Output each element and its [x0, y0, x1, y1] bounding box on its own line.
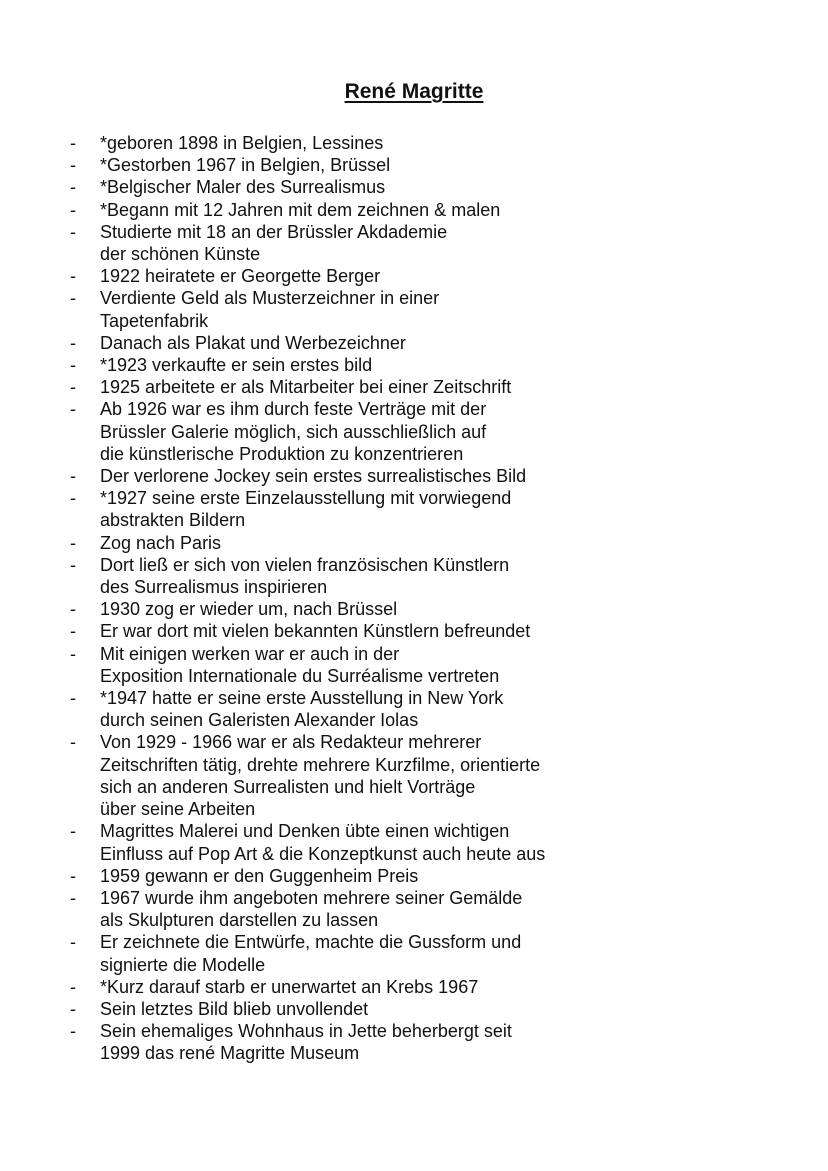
bullet-dash: - — [70, 821, 76, 842]
list-item-line: Zeitschriften tätig, drehte mehrere Kurzfilme, orientierte — [100, 754, 541, 775]
bullet-dash: - — [70, 643, 76, 664]
list-item-text — [100, 332, 806, 354]
list-item-text — [100, 931, 806, 975]
list-item — [66, 154, 806, 176]
list-item — [66, 176, 806, 198]
list-item-text — [100, 865, 806, 887]
list-item-text — [100, 287, 806, 331]
bullet-dash: - — [70, 887, 76, 908]
list-item — [66, 354, 806, 376]
list-item-text — [100, 887, 806, 931]
bullet-dash: - — [70, 199, 76, 220]
list-item — [66, 132, 806, 154]
list-item-line: Tapetenfabrik — [100, 310, 209, 331]
page-title: René Magritte — [344, 80, 484, 103]
list-item-line: Er war dort mit vielen bekannten Künstlern befreundet — [100, 621, 531, 642]
list-item-line: Magrittes Malerei und Denken übte einen wichtigen — [100, 821, 510, 842]
bullet-dash: - — [70, 377, 76, 398]
list-item-line: Verdiente Geld als Musterzeichner in einer — [100, 288, 440, 309]
bullet-dash: - — [70, 554, 76, 575]
list-item-line: 1930 zog er wieder um, nach Brüssel — [100, 599, 398, 620]
list-item-text — [100, 487, 806, 531]
list-item — [66, 465, 806, 487]
list-item — [66, 376, 806, 398]
list-item — [66, 976, 806, 998]
list-item — [66, 287, 806, 331]
bullet-dash: - — [70, 399, 76, 420]
bullet-dash: - — [70, 998, 76, 1019]
bullet-dash: - — [70, 599, 76, 620]
list-item — [66, 199, 806, 221]
list-item-text — [100, 176, 806, 198]
list-item-line: 1959 gewann er den Guggenheim Preis — [100, 865, 419, 886]
list-item-text — [100, 354, 806, 376]
bullet-dash: - — [70, 488, 76, 509]
bullet-dash: - — [70, 1021, 76, 1042]
list-item-line: Exposition Internationale du Surréalisme vertreten — [100, 665, 500, 686]
list-item — [66, 687, 806, 731]
list-item-text — [100, 731, 806, 820]
bullet-dash: - — [70, 976, 76, 997]
bullet-dash: - — [70, 466, 76, 487]
list-item — [66, 221, 806, 265]
bullet-list — [66, 132, 806, 1065]
list-item-text — [100, 132, 806, 154]
list-item — [66, 1020, 806, 1064]
list-item-text — [100, 643, 806, 687]
bullet-dash: - — [70, 355, 76, 376]
list-item-line: Studierte mit 18 an der Brüssler Akdademie — [100, 221, 448, 242]
list-item-line: *1947 hatte er seine erste Ausstellung in New York — [100, 688, 504, 709]
list-item-line: Sein letztes Bild blieb unvollendet — [100, 998, 369, 1019]
list-item-text — [100, 376, 806, 398]
list-item-line: sich an anderen Surrealisten und hielt Vorträge — [100, 776, 476, 797]
bullet-dash: - — [70, 621, 76, 642]
list-item-line: *Belgischer Maler des Surrealismus — [100, 177, 386, 198]
list-item — [66, 598, 806, 620]
bullet-dash: - — [70, 177, 76, 198]
bullet-dash: - — [70, 288, 76, 309]
bullet-dash: - — [70, 133, 76, 153]
list-item — [66, 620, 806, 642]
list-item-line: signierte die Modelle — [100, 954, 266, 975]
bullet-dash: - — [70, 932, 76, 953]
list-item-line: Einfluss auf Pop Art & die Konzeptkunst auch heute aus — [100, 843, 546, 864]
list-item-line: über seine Arbeiten — [100, 799, 256, 820]
list-item-text — [100, 820, 806, 864]
bullet-dash: - — [70, 221, 76, 242]
list-item — [66, 487, 806, 531]
list-item-line: als Skulpturen darstellen zu lassen — [100, 910, 379, 931]
list-item-text — [100, 398, 806, 465]
list-item — [66, 398, 806, 465]
list-item-line: Dort ließ er sich von vielen französischen Künstlern — [100, 554, 510, 575]
list-item-line: *Begann mit 12 Jahren mit dem zeichnen & malen — [100, 199, 501, 220]
list-item-line: *1923 verkaufte er sein erstes bild — [100, 355, 373, 376]
list-item-line: des Surrealismus inspirieren — [100, 577, 328, 598]
list-item — [66, 887, 806, 931]
bullet-dash: - — [70, 732, 76, 753]
list-item-line: 1925 arbeitete er als Mitarbeiter bei einer Zeitschrift — [100, 377, 512, 398]
list-item-text — [100, 532, 806, 554]
bullet-dash: - — [70, 688, 76, 709]
list-item — [66, 265, 806, 287]
list-item-line: Mit einigen werken war er auch in der — [100, 643, 400, 664]
bullet-dash: - — [70, 532, 76, 553]
list-item — [66, 731, 806, 820]
list-item-line: 1999 das rené Magritte Museum — [100, 1043, 360, 1064]
list-item-text — [100, 221, 806, 265]
list-item-line: Der verlorene Jockey sein erstes surrealistisches Bild — [100, 466, 527, 487]
bullet-dash: - — [70, 266, 76, 287]
list-item-text — [100, 976, 806, 998]
list-item-line: abstrakten Bildern — [100, 510, 246, 531]
list-item-line: durch seinen Galeristen Alexander Iolas — [100, 710, 419, 731]
list-item-text — [100, 265, 806, 287]
list-item-text — [100, 687, 806, 731]
list-item — [66, 643, 806, 687]
list-item-text — [100, 199, 806, 221]
list-item-line: Sein ehemaliges Wohnhaus in Jette beherbergt seit — [100, 1021, 512, 1042]
list-item — [66, 332, 806, 354]
list-item-text — [100, 154, 806, 176]
bullet-dash: - — [70, 155, 76, 176]
list-item-line: 1967 wurde ihm angeboten mehrere seiner Gemälde — [100, 887, 523, 908]
list-item — [66, 532, 806, 554]
list-item-text — [100, 1020, 806, 1064]
list-item-line: *Gestorben 1967 in Belgien, Brüssel — [100, 155, 391, 176]
list-item — [66, 998, 806, 1020]
list-item-line: Von 1929 - 1966 war er als Redakteur mehrerer — [100, 732, 482, 753]
list-item — [66, 931, 806, 975]
list-item — [66, 554, 806, 598]
list-item-line: die künstlerische Produktion zu konzentrieren — [100, 443, 464, 464]
list-item-text — [100, 620, 806, 642]
list-item-text — [100, 465, 806, 487]
list-item-line: 1922 heiratete er Georgette Berger — [100, 266, 381, 287]
list-item-line: der schönen Künste — [100, 244, 261, 265]
list-item-line: Ab 1926 war es ihm durch feste Verträge mit der — [100, 399, 487, 420]
list-item-line: *geboren 1898 in Belgien, Lessines — [100, 133, 384, 153]
list-item — [66, 820, 806, 864]
bullet-dash: - — [70, 865, 76, 886]
list-item-line: Zog nach Paris — [100, 532, 222, 553]
list-item-text — [100, 598, 806, 620]
bullet-dash: - — [70, 332, 76, 353]
list-item-text — [100, 554, 806, 598]
list-item-line: *1927 seine erste Einzelausstellung mit vorwiegend — [100, 488, 512, 509]
list-item-line: Brüssler Galerie möglich, sich ausschließlich auf — [100, 421, 487, 442]
list-item-line: Er zeichnete die Entwürfe, machte die Gussform und — [100, 932, 522, 953]
list-item-line: *Kurz darauf starb er unerwartet an Krebs 1967 — [100, 976, 479, 997]
list-item — [66, 865, 806, 887]
list-item-line: Danach als Plakat und Werbezeichner — [100, 332, 406, 353]
list-item-text — [100, 998, 806, 1020]
